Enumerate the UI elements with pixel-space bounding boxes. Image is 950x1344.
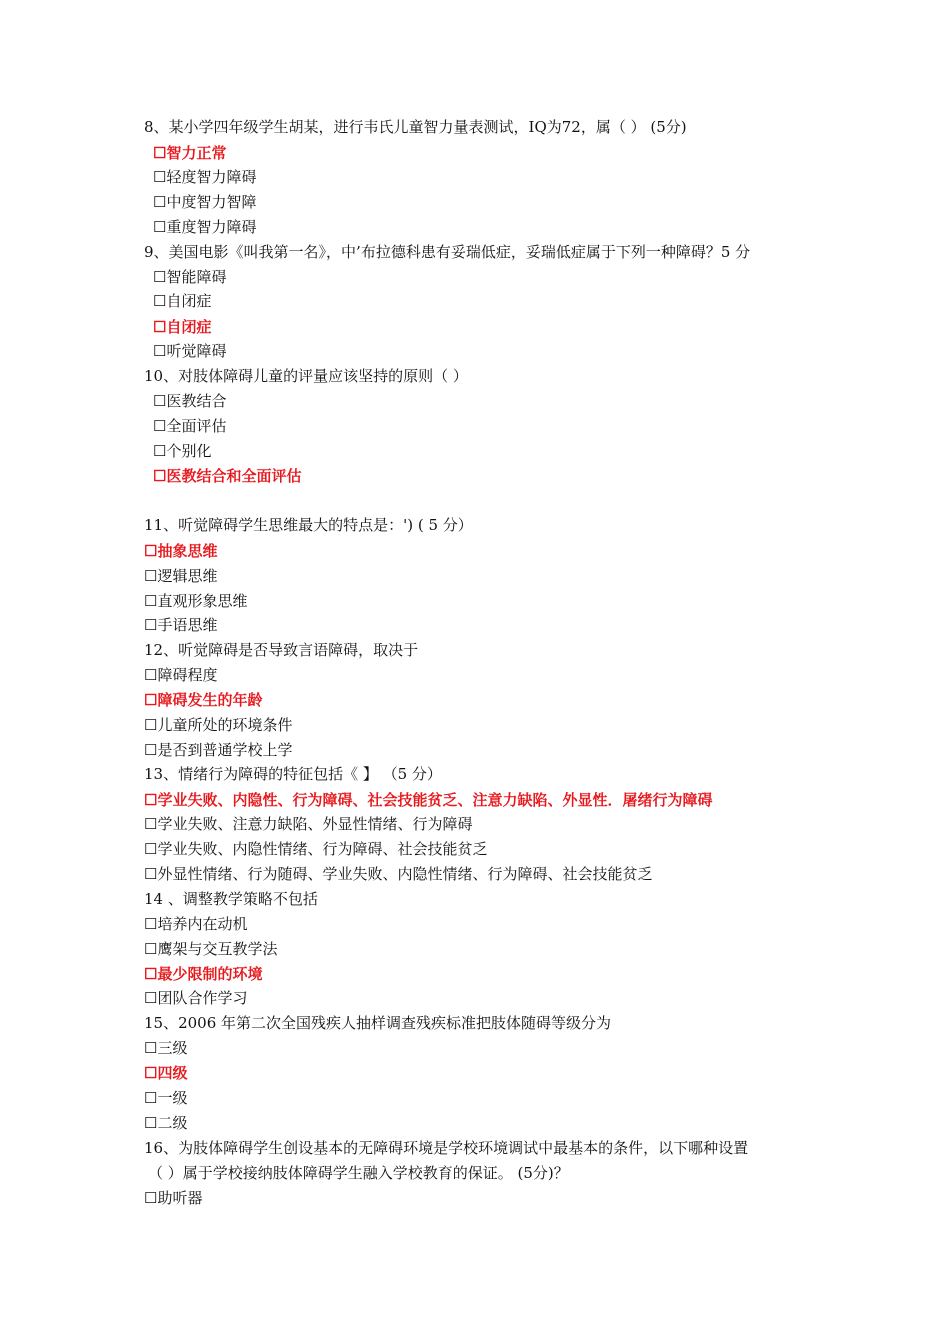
answer-option[interactable]: ☐障碍程度 bbox=[144, 666, 218, 684]
answer-option[interactable]: ☐鹰架与交互教学法 bbox=[144, 940, 278, 958]
answer-option[interactable]: ☐学业失败、注意力缺陷、外显性情绪、行为障碍 bbox=[144, 815, 473, 833]
answer-option-correct[interactable]: ☐障碍发生的年龄 bbox=[144, 691, 263, 709]
question-14: 14 、调整教学策略不包括 bbox=[144, 890, 318, 908]
answer-option[interactable]: ☐直观形象思维 bbox=[144, 592, 248, 610]
answer-option-correct[interactable]: ☐学业失败、内隐性、行为障碍、社会技能贫乏、注意力缺陷、外显性．屠绪行为障碍 bbox=[144, 791, 713, 809]
answer-option[interactable]: ☐中度智力智障 bbox=[153, 193, 257, 211]
answer-option[interactable]: ☐智能障碍 bbox=[153, 268, 227, 286]
answer-option[interactable]: ☐外显性情绪、行为随碍、学业失败、内隐性情绪、行为障碍、社会技能贫乏 bbox=[144, 865, 653, 883]
answer-option-correct[interactable]: ☐抽象思维 bbox=[144, 542, 218, 560]
question-13: 13、情绪行为障碍的特征包括《 】 （5 分） bbox=[144, 765, 442, 783]
answer-option[interactable]: ☐团队合作学习 bbox=[144, 989, 248, 1007]
answer-option[interactable]: ☐重度智力障碍 bbox=[153, 218, 257, 236]
answer-option[interactable]: ☐轻度智力障碍 bbox=[153, 168, 257, 186]
answer-option[interactable]: ☐听觉障碍 bbox=[153, 342, 227, 360]
question-16-continued: （ ）属于学校接纳肢体障碍学生融入学校教育的保证。 (5分)？ bbox=[148, 1164, 569, 1182]
question-12: 12、听觉障碍是否导致言语障碍，取决于 bbox=[144, 641, 419, 659]
answer-option[interactable]: ☐助听器 bbox=[144, 1189, 203, 1207]
answer-option-correct[interactable]: ☐医教结合和全面评估 bbox=[153, 467, 302, 485]
answer-option[interactable]: ☐一级 bbox=[144, 1089, 188, 1107]
answer-option[interactable]: ☐医教结合 bbox=[153, 392, 227, 410]
answer-option-correct[interactable]: ☐最少限制的环境 bbox=[144, 965, 263, 983]
answer-option[interactable]: ☐自闭症 bbox=[153, 292, 212, 310]
answer-option[interactable]: ☐学业失败、内隐性情绪、行为障碍、社会技能贫乏 bbox=[144, 840, 488, 858]
question-15: 15、2006 年第二次全国残疾人抽样调查残疾标准把肢体随碍等级分为 bbox=[144, 1014, 612, 1032]
answer-option[interactable]: ☐个别化 bbox=[153, 442, 212, 460]
answer-option[interactable]: ☐培养内在动机 bbox=[144, 915, 248, 933]
answer-option[interactable]: ☐是否到普通学校上学 bbox=[144, 741, 293, 759]
answer-option-correct[interactable]: ☐智力正常 bbox=[153, 144, 227, 162]
question-16: 16、为肢体障碍学生创设基本的无障碍环境是学校环境调试中最基本的条件，以下哪种设置 bbox=[144, 1139, 749, 1157]
question-9: 9、美国电影《叫我第一名》，中’布拉德科患有妥瑞低症，妥瑞低症属于下列一种障碍？5 分 bbox=[144, 243, 751, 261]
answer-option[interactable]: ☐二级 bbox=[144, 1114, 188, 1132]
question-10: 10、对肢体障碍儿童的评量应该坚持的原则（ ） bbox=[144, 367, 468, 385]
answer-option-correct[interactable]: ☐自闭症 bbox=[153, 318, 212, 336]
answer-option[interactable]: ☐儿童所处的环境条件 bbox=[144, 716, 293, 734]
question-11: 11、听觉障碍学生思维最大的特点是：') ( 5 分） bbox=[144, 516, 473, 534]
question-8: 8、某小学四年级学生胡某，进行韦氏儿童智力量表测试，IQ为72，属（ ） (5分) bbox=[144, 118, 687, 136]
answer-option[interactable]: ☐全面评估 bbox=[153, 417, 227, 435]
answer-option[interactable]: ☐逻辑思维 bbox=[144, 567, 218, 585]
answer-option-correct[interactable]: ☐四级 bbox=[144, 1064, 188, 1082]
answer-option[interactable]: ☐手语思维 bbox=[144, 616, 218, 634]
answer-option[interactable]: ☐三级 bbox=[144, 1039, 188, 1057]
